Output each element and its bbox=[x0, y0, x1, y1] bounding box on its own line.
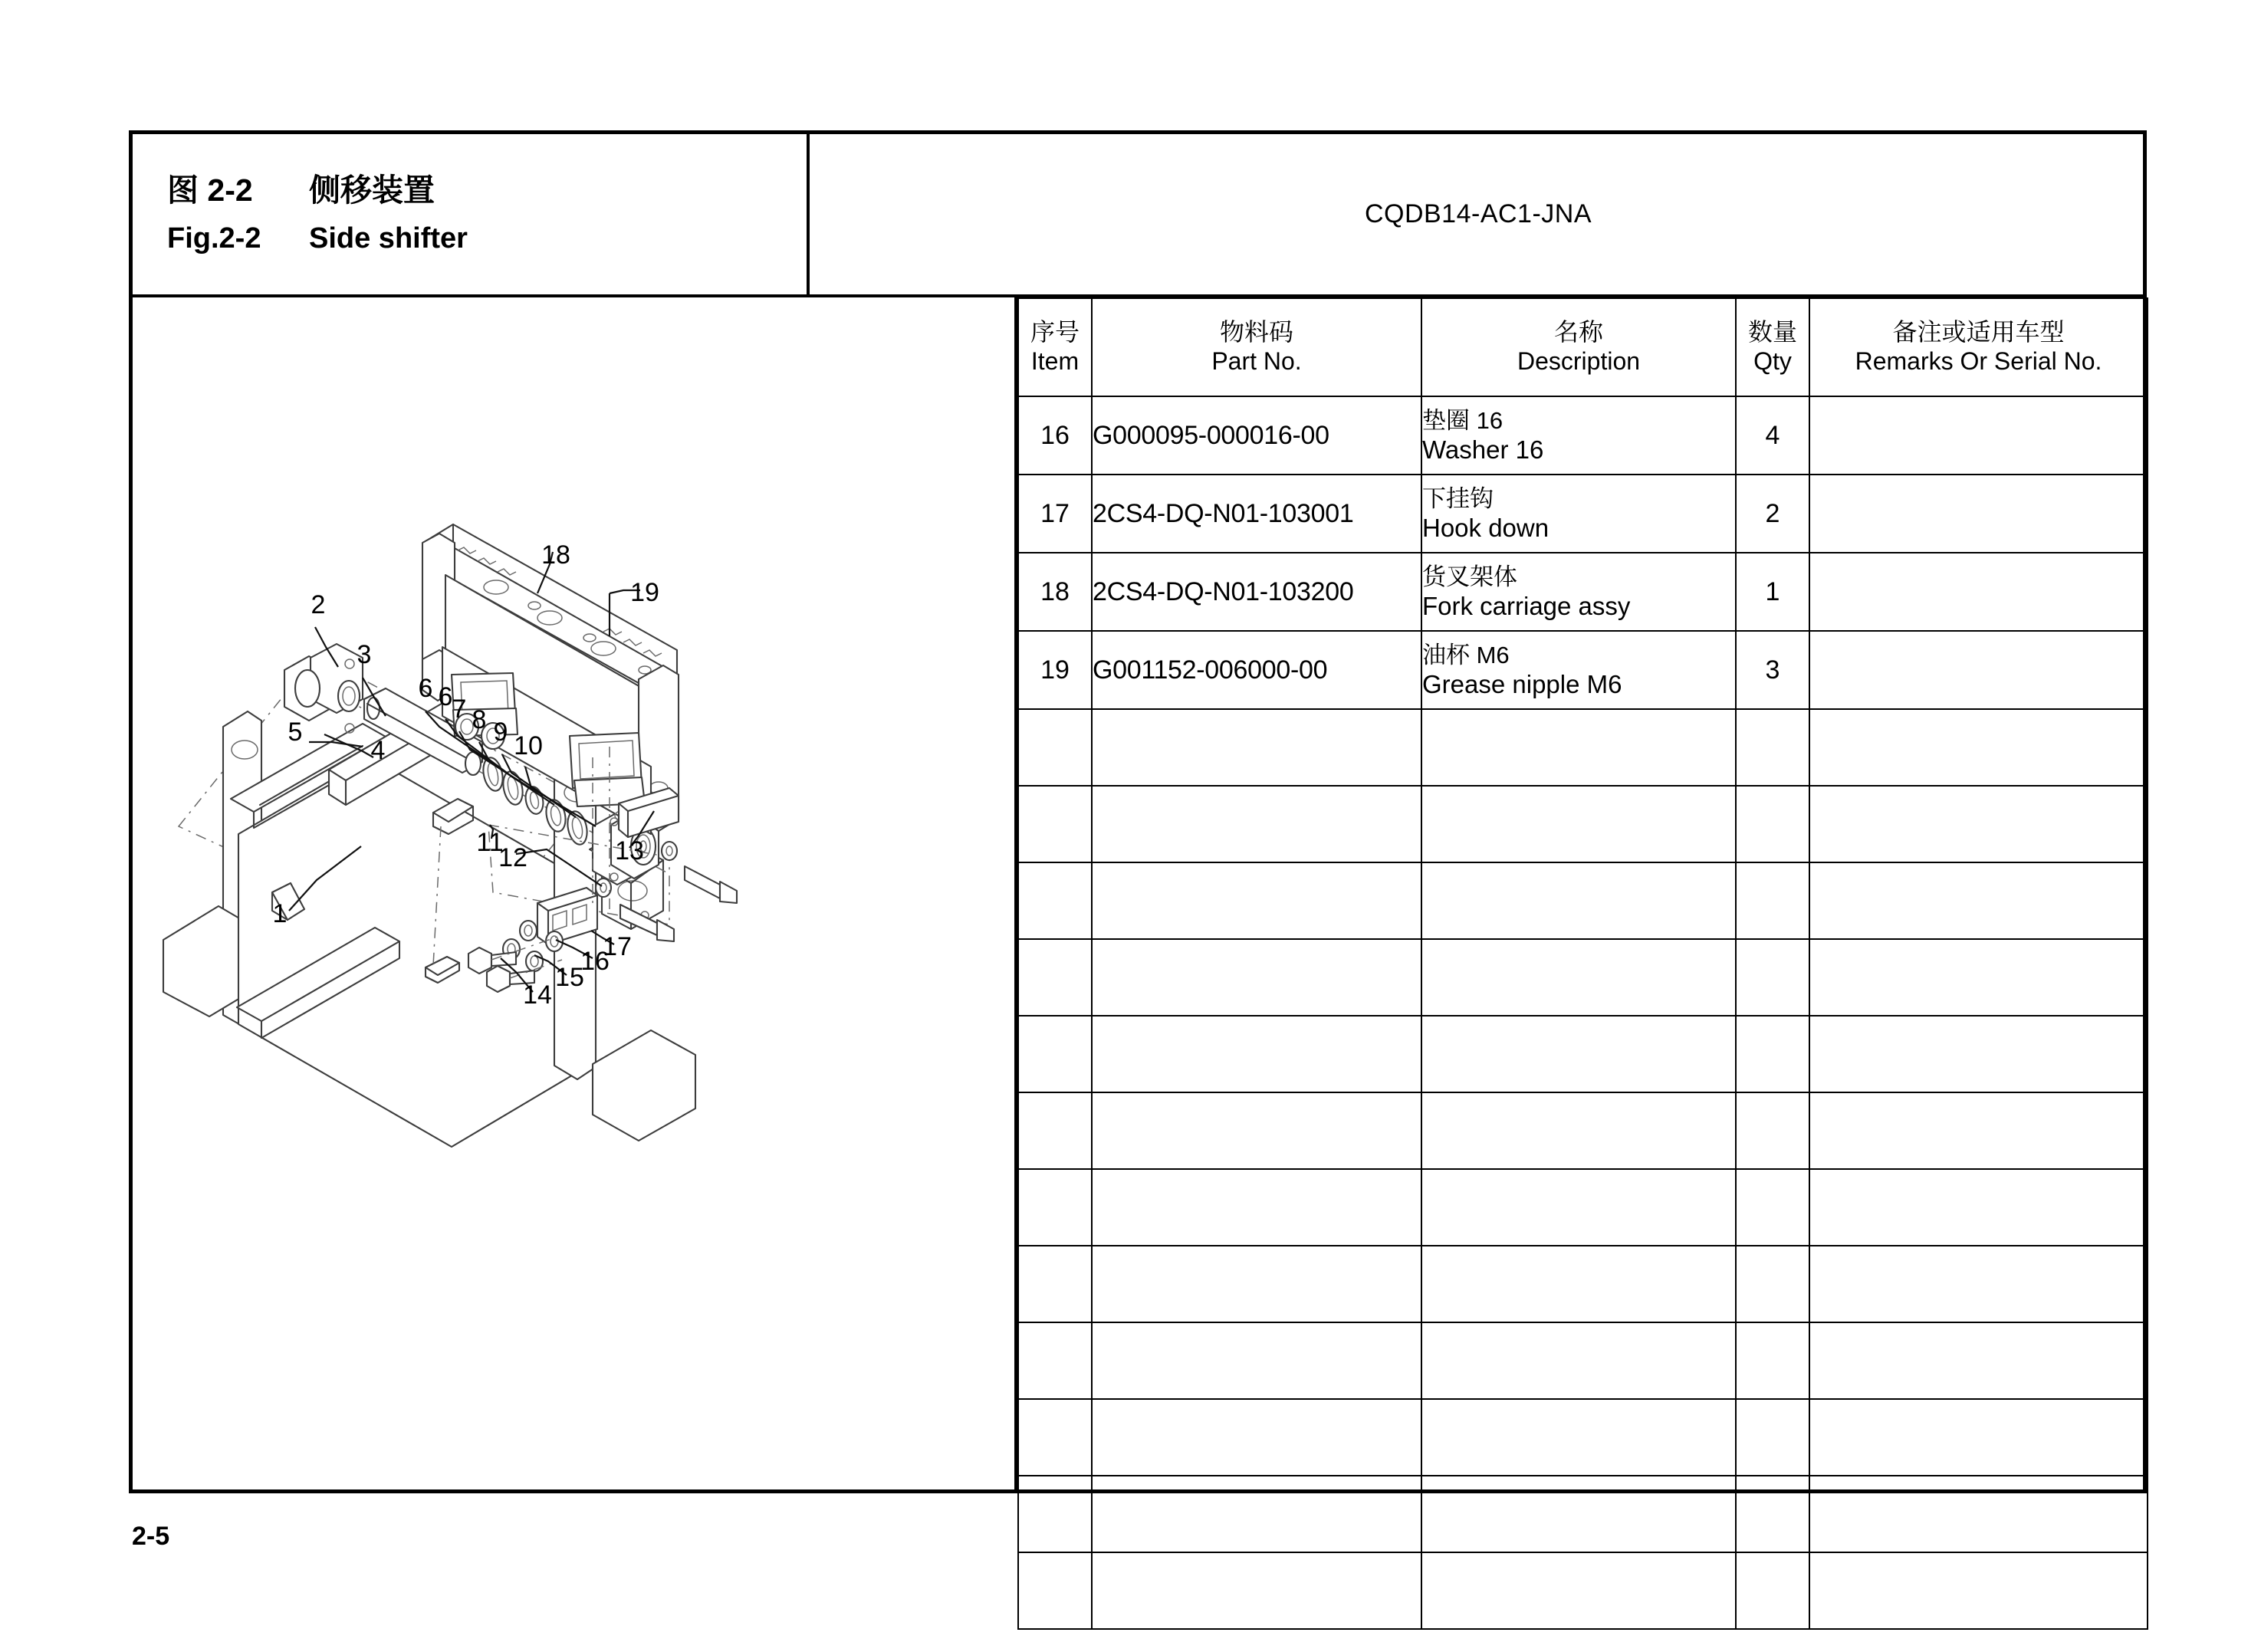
column-header-qty-cn: 数量 bbox=[1747, 318, 1797, 346]
cell-description bbox=[1421, 1246, 1736, 1322]
description-en: Fork carriage assy bbox=[1422, 591, 1631, 620]
cell-remarks bbox=[1809, 939, 2148, 1016]
description-en: Washer 16 bbox=[1422, 435, 1544, 464]
page-number: 2-5 bbox=[132, 1522, 170, 1551]
cell-part-no: G000095-000016-00 bbox=[1092, 396, 1421, 475]
cell-description bbox=[1421, 1399, 1736, 1476]
table-row bbox=[1018, 475, 2148, 553]
cell-item: 16 bbox=[1018, 396, 1092, 475]
cell-description bbox=[1421, 862, 1736, 939]
figure-number-cn: 图 2-2 bbox=[167, 172, 253, 208]
figure-title-inner bbox=[167, 165, 468, 255]
cell-part-no bbox=[1092, 1016, 1421, 1092]
table-row-empty bbox=[1018, 939, 2148, 1016]
cell-item bbox=[1018, 786, 1092, 862]
cell-item bbox=[1018, 1092, 1092, 1169]
cell-remarks bbox=[1809, 862, 2148, 939]
callout-number-8: 8 bbox=[472, 705, 487, 734]
cell-item: 17 bbox=[1018, 475, 1092, 553]
column-header-part-no-cn: 物料码 bbox=[1219, 318, 1293, 346]
callout-number-16: 16 bbox=[580, 947, 610, 976]
callout-number-3: 3 bbox=[357, 640, 372, 669]
cell-item bbox=[1018, 1476, 1092, 1552]
cell-part-no bbox=[1092, 1476, 1421, 1552]
cell-remarks bbox=[1809, 1399, 2148, 1476]
cell-remarks bbox=[1809, 1322, 2148, 1399]
cell-qty bbox=[1736, 1092, 1809, 1169]
callout-number-12: 12 bbox=[498, 843, 527, 872]
cell-item bbox=[1018, 939, 1092, 1016]
description-cn: 油杯 M6 bbox=[1422, 641, 1510, 668]
cell-description bbox=[1421, 1552, 1736, 1629]
cell-description bbox=[1421, 709, 1736, 786]
callout-number-15: 15 bbox=[555, 963, 584, 992]
callout-number-18: 18 bbox=[541, 540, 570, 570]
cell-description bbox=[1421, 631, 1736, 709]
cell-qty: 1 bbox=[1736, 553, 1809, 631]
cell-remarks bbox=[1809, 786, 2148, 862]
table-row-empty bbox=[1018, 786, 2148, 862]
cell-description bbox=[1421, 553, 1736, 631]
column-header-description bbox=[1421, 298, 1736, 396]
side-shifter-exploded-diagram bbox=[133, 297, 1014, 1490]
parts-list-table bbox=[1017, 297, 2148, 1630]
cell-description bbox=[1421, 1322, 1736, 1399]
cell-item bbox=[1018, 1246, 1092, 1322]
cell-part-no bbox=[1092, 1169, 1421, 1246]
column-header-description-en: Description bbox=[1517, 347, 1641, 375]
column-header-item-cn: 序号 bbox=[1030, 318, 1080, 346]
cell-description bbox=[1421, 475, 1736, 553]
cell-qty: 3 bbox=[1736, 631, 1809, 709]
table-row-empty bbox=[1018, 1169, 2148, 1246]
cell-description bbox=[1421, 786, 1736, 862]
cell-part-no bbox=[1092, 1552, 1421, 1629]
figure-number-en: Fig.2-2 bbox=[167, 222, 261, 255]
column-header-remarks-en: Remarks Or Serial No. bbox=[1855, 347, 2102, 375]
cell-part-no bbox=[1092, 786, 1421, 862]
description-cn: 垫圈 16 bbox=[1422, 406, 1503, 434]
column-header-remarks bbox=[1809, 298, 2148, 396]
cell-remarks bbox=[1809, 1246, 2148, 1322]
figure-title-cn: 侧移装置 bbox=[309, 172, 435, 208]
cell-remarks bbox=[1809, 1016, 2148, 1092]
cell-item: 19 bbox=[1018, 631, 1092, 709]
cell-qty bbox=[1736, 1399, 1809, 1476]
cell-remarks bbox=[1809, 396, 2148, 475]
cell-qty bbox=[1736, 1322, 1809, 1399]
figure-title-chinese-line bbox=[167, 165, 468, 210]
table-row-empty bbox=[1018, 862, 2148, 939]
cell-part-no bbox=[1092, 1399, 1421, 1476]
table-row-empty bbox=[1018, 1476, 2148, 1552]
callout-number-2: 2 bbox=[311, 590, 326, 619]
cell-qty: 2 bbox=[1736, 475, 1809, 553]
column-header-item bbox=[1018, 298, 1092, 396]
table-row bbox=[1018, 553, 2148, 631]
cell-remarks bbox=[1809, 1476, 2148, 1552]
column-header-qty-en: Qty bbox=[1753, 347, 1792, 375]
table-row-empty bbox=[1018, 1016, 2148, 1092]
table-header-row bbox=[1018, 298, 2148, 396]
column-header-part-no bbox=[1092, 298, 1421, 396]
cell-qty bbox=[1736, 786, 1809, 862]
callout-number-5: 5 bbox=[288, 718, 303, 747]
cell-item bbox=[1018, 862, 1092, 939]
cell-part-no bbox=[1092, 1092, 1421, 1169]
cell-remarks bbox=[1809, 1169, 2148, 1246]
callout-number-19: 19 bbox=[630, 578, 659, 607]
table-row-empty bbox=[1018, 1246, 2148, 1322]
column-header-description-cn: 名称 bbox=[1553, 318, 1603, 346]
table-row-empty bbox=[1018, 1552, 2148, 1629]
exploded-drawing-pane bbox=[133, 297, 1014, 1490]
column-header-item-en: Item bbox=[1030, 347, 1080, 375]
column-header-qty bbox=[1736, 298, 1809, 396]
column-header-remarks-cn: 备注或适用车型 bbox=[1892, 318, 2065, 346]
description-en: Grease nipple M6 bbox=[1422, 669, 1622, 698]
cell-description bbox=[1421, 1016, 1736, 1092]
figure-title-english-line bbox=[167, 222, 468, 255]
cell-remarks bbox=[1809, 475, 2148, 553]
description-cn: 下挂钩 bbox=[1422, 484, 1494, 512]
cell-part-no bbox=[1092, 939, 1421, 1016]
cell-qty bbox=[1736, 1169, 1809, 1246]
cell-qty bbox=[1736, 1476, 1809, 1552]
callout-number-1: 1 bbox=[272, 899, 288, 928]
parts-list-table-wrapper bbox=[1014, 297, 2147, 1490]
callout-number-6: 6 bbox=[438, 682, 453, 711]
cell-qty bbox=[1736, 862, 1809, 939]
cell-remarks bbox=[1809, 1552, 2148, 1629]
cell-remarks bbox=[1809, 1092, 2148, 1169]
cell-qty bbox=[1736, 1016, 1809, 1092]
cell-item bbox=[1018, 709, 1092, 786]
column-header-part-no-en: Part No. bbox=[1211, 347, 1302, 375]
table-row-empty bbox=[1018, 1322, 2148, 1399]
callout-number-13: 13 bbox=[615, 836, 644, 865]
description-en: Hook down bbox=[1422, 513, 1550, 542]
cell-part-no bbox=[1092, 1322, 1421, 1399]
cell-item bbox=[1018, 1552, 1092, 1629]
table-row-empty bbox=[1018, 709, 2148, 786]
cell-part-no bbox=[1092, 709, 1421, 786]
cell-part-no: 2CS4-DQ-N01-103200 bbox=[1092, 553, 1421, 631]
figure-title-en: Side shifter bbox=[309, 222, 468, 255]
cell-remarks bbox=[1809, 553, 2148, 631]
cell-item bbox=[1018, 1016, 1092, 1092]
cell-description bbox=[1421, 1476, 1736, 1552]
cell-item: 18 bbox=[1018, 553, 1092, 631]
model-code-block bbox=[810, 134, 2147, 294]
cell-description bbox=[1421, 396, 1736, 475]
callout-number-7: 7 bbox=[452, 695, 467, 724]
cell-description bbox=[1421, 1169, 1736, 1246]
cell-qty bbox=[1736, 1552, 1809, 1629]
cell-item bbox=[1018, 1169, 1092, 1246]
cell-part-no: 2CS4-DQ-N01-103001 bbox=[1092, 475, 1421, 553]
cell-qty: 4 bbox=[1736, 396, 1809, 475]
callout-number-9: 9 bbox=[493, 718, 508, 747]
callout-number-14: 14 bbox=[523, 980, 552, 1010]
description-cn: 货叉架体 bbox=[1422, 563, 1517, 590]
cell-item bbox=[1018, 1399, 1092, 1476]
callout-number-10: 10 bbox=[514, 731, 543, 760]
figure-title-block bbox=[133, 134, 810, 294]
table-row bbox=[1018, 631, 2148, 709]
model-code: CQDB14-AC1-JNA bbox=[1364, 199, 1592, 228]
callout-number-4: 4 bbox=[370, 736, 386, 765]
cell-qty bbox=[1736, 709, 1809, 786]
table-row-empty bbox=[1018, 1092, 2148, 1169]
parts-list-body bbox=[1018, 396, 2148, 1629]
cell-remarks bbox=[1809, 631, 2148, 709]
cell-item bbox=[1018, 1322, 1092, 1399]
table-row-empty bbox=[1018, 1399, 2148, 1476]
cell-qty bbox=[1736, 1246, 1809, 1322]
callout-number-17: 17 bbox=[603, 932, 632, 961]
cell-description bbox=[1421, 939, 1736, 1016]
page-frame bbox=[129, 130, 2147, 1493]
table-row bbox=[1018, 396, 2148, 475]
cell-remarks bbox=[1809, 709, 2148, 786]
cell-part-no bbox=[1092, 1246, 1421, 1322]
cell-description bbox=[1421, 1092, 1736, 1169]
cell-part-no: G001152-006000-00 bbox=[1092, 631, 1421, 709]
cell-part-no bbox=[1092, 862, 1421, 939]
cell-qty bbox=[1736, 939, 1809, 1016]
callout-number-6: 6 bbox=[418, 674, 433, 703]
callout-number-11: 11 bbox=[476, 828, 504, 857]
